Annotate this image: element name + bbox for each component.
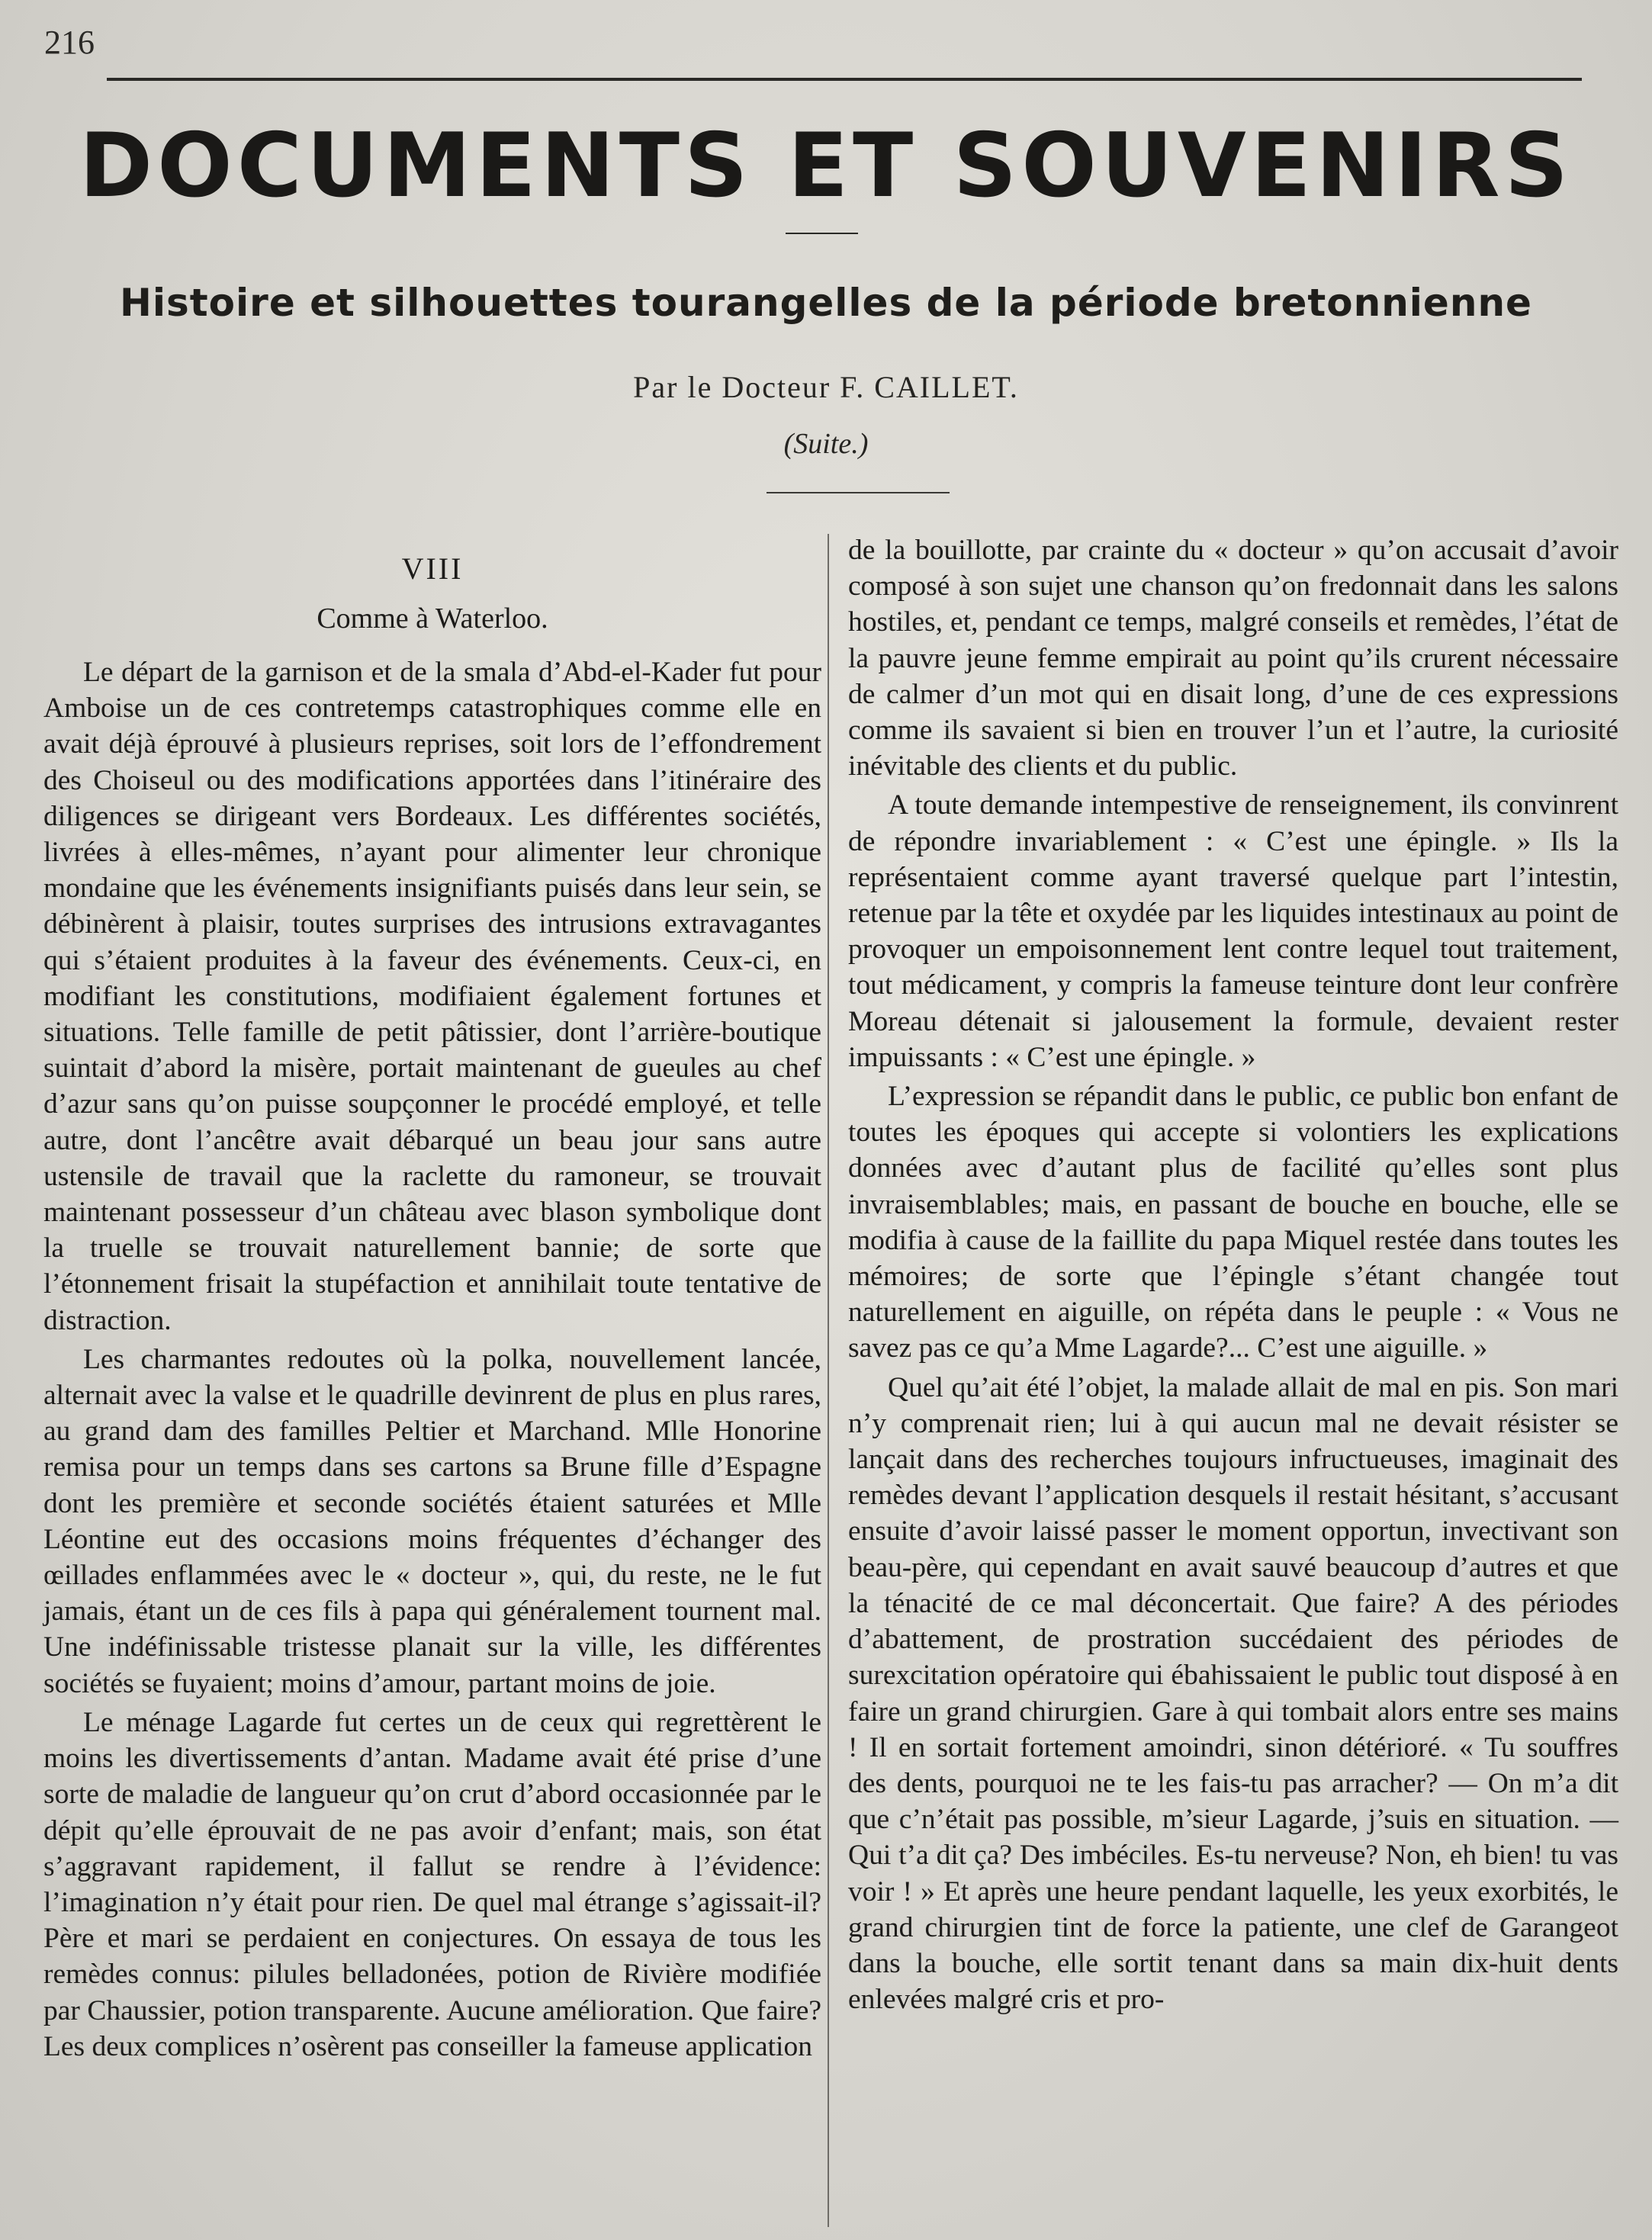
title-divider	[786, 233, 858, 234]
left-column	[43, 532, 821, 2065]
paragraph: Quel qu’ait été l’objet, la malade allait de mal en pis. Son mari n’y comprenait rien; lui à qui aucun mal ne devait résister se lançait dans des recherches toujours infructueuses, imaginait des remèdes devant l’application desquels il restait hésitant, s’accusant ensuite d’avoir laissé passer le moment opportun, invectivant son beau-père, qui cependant en avait sauvé beaucoup d’autres et que la ténacité de ce mal déconcertait. Que faire? A des périodes d’abattement, de prostration succédaient des périodes de surexcitation opératoire qui ébahissaient le public tout disposé à en faire un grand chirurgien. Gare à qui tombait alors entre ses mains ! Il en sortait fortement amoindri, sinon détérioré. « Tu souffres des dents, pourquoi ne te les fais-tu pas arracher? — On m’a dit que c’n’était pas possible, m’sieur Lagarde, j’suis en situation. — Qui t’a dit ça? Des imbéciles. Es-tu nerveuse? Non, eh bien! tu vas voir ! » Et après une heure pendant laquelle, les yeux exorbités, le grand chirurgien tint de force la patiente, une clef de Garangeot dans la bouche, elle sortit tenant dans sa main dix-huit dents enlevées malgré cris et pro-	[848, 1371, 1618, 2016]
header-rule	[107, 78, 1582, 81]
page-number: 216	[44, 24, 95, 61]
right-column	[848, 532, 1618, 2017]
paragraph: Le départ de la garnison et de la smala d’Abd-el-Kader fut pour Amboise un de ces contretemps catastrophiques comme elle en avait déjà éprouvé à plusieurs reprises, soit lors de l’effondrement des Choiseul ou des modifications apportées dans l’itinéraire des diligences se dirigeant vers Bordeaux. Les différentes sociétés, livrées à elles-mêmes, n’ayant pour alimenter leur chronique mondaine que les événements insignifiants puisés dans leur sein, se débinèrent à plaisir, toutes surprises des intrusions extravagantes qui s’étaient produites à la faveur des événements. Ceux-ci, en modifiant les constitutions, modifiaient également fortunes et situations. Telle famille de petit pâtissier, dont l’arrière-boutique suintait d’abord la misère, portait maintenant de gueules au chef d’azur sans qu’on puisse soupçonner le procédé employé, et telle autre, dont l’ancêtre avait débarqué un beau jour sans autre ustensile de travail que la raclette du ramoneur, se trouvait maintenant possesseur d’un château avec blason symbolique dont la truelle se trouvait naturellement bannie; de sorte que l’étonnement frisait la stupéfaction et annihilait toute tentative de distraction.	[43, 657, 821, 1336]
continuation-note: (Suite.)	[783, 428, 869, 460]
section-title: Comme à Waterloo.	[317, 603, 548, 635]
paragraph: Les charmantes redoutes où la polka, nouvellement lancée, alternait avec la valse et le quadrille devinrent de plus en plus rares, au grand dam des familles Peltier et Marchand. Mlle Honorine remisa pour un temps dans ses cartons sa Brune fille d’Espagne dont les première et seconde sociétés étaient saturées et Mlle Léontine eut des occasions moins fréquentes d’échanger des œillades enflammées avec le « docteur », qui, du reste, ne le fut jamais, étant un de ces fils à papa qui généralement tournent mal. Une indéfinissable tristesse planait sur la ville, les différentes sociétés se fuyaient; moins d’amour, partant moins de joie.	[43, 1343, 821, 1699]
paragraph: A toute demande intempestive de renseignement, ils convinrent de répondre invariablement : « C’est une épingle. » Ils la représentaient comme ayant traversé quelque part l’intestin, retenue par la tête et oxydée par les liquides intestinaux au point de provoquer un empoisonnement lent contre lequel tout traitement, tout médicament, y compris la fameuse teinture dont leur confrère Moreau détenait si jalousement la formule, devaient rester impuissants : « C’est une épingle. »	[848, 789, 1618, 1073]
author-divider	[767, 492, 950, 493]
paragraph: de la bouillotte, par crainte du « docteur » qu’on accusait d’avoir composé à son sujet une chanson qu’on fredonnait dans les salons hostiles, et, pendant ce temps, malgré conseils et remèdes, l’état de la pauvre jeune femme empirait au point qu’ils crurent nécessaire de calmer d’un mot qui en disait long, d’une de ces expressions comme ils savaient si bien en trouver l’un et l’autre, la curiosité inévitable des clients et du public.	[848, 535, 1618, 783]
article-subtitle: Histoire et silhouettes tourangelles de la période bretonnienne	[120, 281, 1532, 325]
section-number: VIII	[401, 551, 464, 586]
column-divider	[828, 534, 829, 2227]
page-title: DOCUMENTS ET SOUVENIRS	[79, 114, 1573, 217]
author-line: Par le Docteur F. CAILLET.	[633, 370, 1019, 404]
paragraph: L’expression se répandit dans le public, ce public bon enfant de toutes les époques qui accepte si volontiers les explications données avec d’autant plus de facilité qu’elles sont plus invraisemblables; mais, en passant de bouche en bouche, elle se modifia à cause de la faillite du papa Miquel restée dans toutes les mémoires; de sorte que l’épingle s’étant changée tout naturellement en aiguille, on répéta dans le peuple : « Vous ne savez pas ce qu’a Mme Lagarde?... C’est une aiguille. »	[848, 1081, 1618, 1364]
paragraph: Le ménage Lagarde fut certes un de ceux qui regrettèrent le moins les divertissements d’antan. Madame avait été prise d’une sorte de maladie de langueur qu’on crut d’abord occasionnée par le dépit qu’elle éprouvait de ne pas avoir d’enfant; mais, son état s’aggravant rapidement, il fallut se rendre à l’évidence: l’imagination n’y était pour rien. De quel mal étrange s’agissait-il? Père et mari se perdaient en conjectures. On essaya de tous les remèdes connus: pilules belladonées, potion de Rivière modifiée par Chaussier, potion transparente. Aucune amélioration. Que faire? Les deux complices n’osèrent pas conseiller la fameuse application	[43, 1706, 821, 2062]
